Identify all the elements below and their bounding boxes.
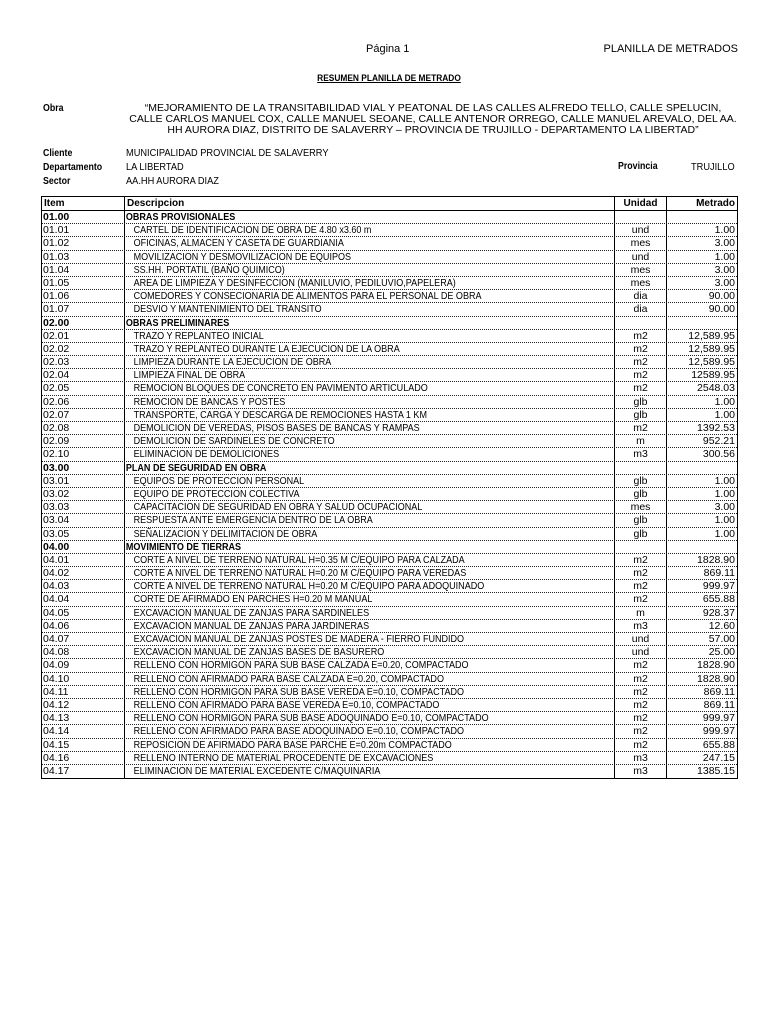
description-text: COMEDORES Y CONSECIONARIA DE ALIMENTOS PARA EL PERSONAL DE OBRA: [133, 290, 482, 303]
description-text: EXCAVACION MANUAL DE ZANJAS BASES DE BASURERO: [133, 646, 385, 659]
table-row: [42, 567, 737, 580]
cell-metrado: 12,589.95: [688, 342, 735, 355]
cell-unit: m2: [615, 712, 667, 724]
cell-metrado: 655.88: [702, 593, 735, 606]
cell-description: [125, 435, 615, 447]
cell-metrado: 90.00: [708, 303, 735, 316]
cell-item: 04.05: [42, 607, 125, 619]
cell-metrado: 1828.90: [697, 553, 735, 566]
cell-description: [125, 409, 615, 421]
cell-item: 02.07: [42, 409, 125, 421]
cell-metrado: 1.00: [714, 487, 735, 500]
cell-description: [125, 712, 615, 724]
obra-label: Obra: [43, 103, 64, 114]
cell-unit: mes: [615, 501, 667, 513]
table-row: [42, 752, 737, 765]
description-text: EXCAVACION MANUAL DE ZANJAS PARA SARDINELES: [133, 606, 370, 619]
cell-unit: und: [615, 224, 667, 236]
departamento-value: LA LIBERTAD: [126, 161, 184, 173]
departamento-label: Departamento: [43, 162, 103, 173]
cell-item: 02.04: [42, 369, 125, 381]
cell-item: 01.07: [42, 303, 125, 315]
description-text: EXCAVACION MANUAL DE ZANJAS PARA JARDINERAS: [133, 619, 370, 632]
cell-unit: und: [615, 646, 667, 658]
description-text: RELLENO CON HORMIGON PARA SUB BASE VEREDA E=0.10, COMPACTADO: [133, 685, 465, 698]
description-text: REPOSICION DE AFIRMADO PARA BASE PARCHE E=0.20m COMPACTADO: [133, 738, 452, 751]
summary-title: RESUMEN PLANILLA DE METRADO: [317, 73, 461, 84]
table-row: [42, 514, 737, 527]
description-text: RELLENO CON HORMIGON PARA SUB BASE ADOQUINADO E=0.10, COMPACTADO: [133, 712, 489, 725]
cell-metrado: 1.00: [714, 527, 735, 540]
description-text: PLAN DE SEGURIDAD EN OBRA: [125, 461, 267, 474]
cell-item: 04.14: [42, 725, 125, 737]
cell-description: [125, 317, 615, 329]
cell-unit: mes: [615, 264, 667, 276]
description-text: ELIMINACION DE DEMOLICIONES: [133, 448, 280, 461]
cell-unit: dia: [615, 303, 667, 315]
cell-unit: m2: [615, 593, 667, 605]
cell-description: [125, 646, 615, 658]
cell-item: 04.00: [42, 541, 125, 553]
cell-metrado: 869.11: [703, 567, 735, 580]
cell-unit: und: [615, 251, 667, 263]
description-text: TRANSPORTE, CARGA Y DESCARGA DE REMOCIONES HASTA 1 KM: [133, 408, 427, 421]
column-header-item: Item: [42, 197, 125, 210]
cell-item: 01.00: [42, 211, 125, 223]
cell-metrado: 1.00: [714, 474, 735, 487]
cell-description: [125, 422, 615, 434]
description-text: CORTE A NIVEL DE TERRENO NATURAL H=0.20 M C/EQUIPO PARA VEREDAS: [133, 567, 467, 580]
cell-metrado: 2548.03: [697, 382, 735, 395]
column-header-metrado: Metrado: [696, 198, 735, 209]
cell-unit: m3: [615, 448, 667, 460]
table-row: [42, 739, 737, 752]
cell-description: [125, 369, 615, 381]
cell-description: [125, 224, 615, 236]
table-row: [42, 673, 737, 686]
description-text: MOVIMIENTO DE TIERRAS: [125, 540, 242, 553]
description-text: RELLENO CON HORMIGON PARA SUB BASE CALZADA E=0.20, COMPACTADO: [133, 659, 469, 672]
description-text: DEMOLICION DE SARDINELES DE CONCRETO: [133, 435, 335, 448]
cell-item: 04.12: [42, 699, 125, 711]
cell-item: 03.04: [42, 514, 125, 526]
cliente-label: Cliente: [43, 148, 73, 159]
description-text: CORTE DE AFIRMADO EN PARCHES H=0.20 M MANUAL: [133, 593, 373, 606]
table-row: [42, 356, 737, 369]
cell-metrado: 57.00: [708, 633, 735, 645]
table-group-row: [42, 211, 737, 224]
cell-unit: glb: [615, 528, 667, 540]
cell-description: [125, 462, 615, 474]
description-text: LIMPIEZA FINAL DE OBRA: [133, 369, 246, 382]
table-row: [42, 554, 737, 567]
description-text: OBRAS PRELIMINARES: [125, 316, 230, 329]
cell-metrado: [667, 317, 737, 329]
description-text: RELLENO CON AFIRMADO PARA BASE CALZADA E=0.20, COMPACTADO: [133, 672, 444, 685]
cell-description: [125, 593, 615, 605]
cliente-value: MUNICIPALIDAD PROVINCIAL DE SALAVERRY: [126, 147, 329, 159]
table-row: [42, 343, 737, 356]
cell-unit: m2: [615, 659, 667, 671]
cell-description: [125, 488, 615, 500]
table-body: [42, 211, 737, 778]
sector-value: AA.HH AURORA DIAZ: [126, 175, 219, 187]
table-row: [42, 712, 737, 725]
description-text: REMOCION BLOQUES DE CONCRETO EN PAVIMENTO ARTICULADO: [133, 382, 428, 395]
cell-description: [125, 356, 615, 368]
cell-item: 04.13: [42, 712, 125, 724]
cell-unit: m2: [615, 725, 667, 737]
cell-unit: glb: [615, 475, 667, 487]
table-row: [42, 409, 737, 422]
description-text: RELLENO CON AFIRMADO PARA BASE VEREDA E=0.10, COMPACTADO: [133, 698, 440, 711]
cell-unit: dia: [615, 290, 667, 302]
cell-item: 01.04: [42, 264, 125, 276]
table-row: [42, 607, 737, 620]
cell-description: [125, 514, 615, 526]
cell-description: [125, 699, 615, 711]
cell-metrado: [667, 541, 737, 553]
table-row: [42, 448, 737, 461]
cell-metrado: 1.00: [714, 395, 735, 408]
cell-metrado: 1.00: [714, 408, 735, 421]
cell-description: [125, 501, 615, 513]
cell-unit: [615, 541, 667, 553]
table-row: [42, 488, 737, 501]
table-group-row: [42, 317, 737, 330]
cell-item: 04.09: [42, 659, 125, 671]
document-title: PLANILLA DE METRADOS: [603, 43, 738, 55]
cell-metrado: 247.15: [702, 751, 735, 764]
table-row: [42, 580, 737, 593]
cell-metrado: 869.11: [703, 685, 735, 698]
table-row: [42, 528, 737, 541]
cell-description: [125, 251, 615, 263]
cell-unit: [615, 317, 667, 329]
description-text: CORTE A NIVEL DE TERRENO NATURAL H=0.20 M C/EQUIPO PARA ADOQUINADO: [133, 580, 485, 593]
table-row: [42, 237, 737, 250]
cell-metrado: 90.00: [708, 290, 735, 303]
cell-item: 03.05: [42, 528, 125, 540]
cell-description: [125, 382, 615, 394]
table-row: [42, 330, 737, 343]
column-header-description: Descripcion: [125, 197, 615, 210]
cell-metrado: 12589.95: [691, 369, 735, 382]
table-row: [42, 633, 737, 646]
cell-unit: m2: [615, 699, 667, 711]
table-row: [42, 303, 737, 316]
cell-item: 04.03: [42, 580, 125, 592]
cell-unit: m2: [615, 580, 667, 592]
table-row: [42, 264, 737, 277]
cell-unit: und: [615, 633, 667, 645]
cell-metrado: 1.00: [714, 224, 735, 237]
cell-item: 04.01: [42, 554, 125, 566]
cell-item: 03.02: [42, 488, 125, 500]
cell-description: [125, 528, 615, 540]
cell-item: 04.17: [42, 765, 125, 778]
cell-unit: m2: [615, 343, 667, 355]
cell-metrado: 12,589.95: [688, 329, 735, 342]
table-group-row: [42, 541, 737, 554]
description-text: RELLENO INTERNO DE MATERIAL PROCEDENTE DE EXCAVACIONES: [133, 751, 434, 764]
cell-metrado: 1.00: [714, 250, 735, 263]
cell-item: 02.06: [42, 396, 125, 408]
table-row: [42, 224, 737, 237]
cell-unit: m2: [615, 554, 667, 566]
cell-description: [125, 277, 615, 289]
description-text: MOVILIZACION Y DESMOVILIZACION DE EQUIPOS: [133, 250, 352, 263]
cell-unit: glb: [615, 409, 667, 421]
cell-description: [125, 633, 615, 645]
description-text: CORTE A NIVEL DE TERRENO NATURAL H=0.35 M C/EQUIPO PARA CALZADA: [133, 553, 465, 566]
cell-item: 02.10: [42, 448, 125, 460]
description-text: EQUIPOS DE PROTECCION PERSONAL: [133, 474, 305, 487]
cell-unit: mes: [615, 277, 667, 289]
table-row: [42, 725, 737, 738]
cell-metrado: 1.00: [714, 514, 735, 527]
cell-description: [125, 554, 615, 566]
cell-metrado: 999.97: [702, 725, 735, 738]
table-row: [42, 396, 737, 409]
table-row: [42, 765, 737, 778]
cell-unit: m2: [615, 356, 667, 368]
table-row: [42, 290, 737, 303]
cell-item: 03.00: [42, 462, 125, 474]
description-text: SS.HH. PORTATIL (BAÑO QUIMICO): [133, 263, 285, 276]
cell-item: 02.09: [42, 435, 125, 447]
table-row: [42, 620, 737, 633]
cell-description: [125, 264, 615, 276]
cell-description: [125, 673, 615, 685]
description-text: OFICINAS, ALMACEN Y CASETA DE GUARDIANIA: [133, 237, 344, 250]
cell-unit: m: [615, 607, 667, 619]
cell-description: [125, 752, 615, 764]
cell-item: 03.01: [42, 475, 125, 487]
description-text: DEMOLICION DE VEREDAS, PISOS BASES DE BANCAS Y RAMPAS: [133, 422, 420, 434]
cell-item: 04.07: [42, 633, 125, 645]
table-header: [42, 197, 737, 211]
table-row: [42, 369, 737, 382]
cell-unit: m3: [615, 765, 667, 778]
description-text: ELIMINACION DE MATERIAL EXCEDENTE C/MAQUINARIA: [133, 764, 381, 777]
cell-unit: m2: [615, 567, 667, 579]
cell-unit: glb: [615, 488, 667, 500]
cell-metrado: 300.56: [702, 448, 735, 461]
cell-item: 04.15: [42, 739, 125, 751]
table-row: [42, 699, 737, 712]
description-text: EXCAVACION MANUAL DE ZANJAS POSTES DE MADERA - FIERRO FUNDIDO: [133, 633, 465, 645]
cell-metrado: 3.00: [714, 237, 735, 250]
cell-metrado: 999.97: [702, 712, 735, 725]
column-header-unit: Unidad: [615, 197, 667, 210]
cell-description: [125, 541, 615, 553]
description-text: RELLENO CON AFIRMADO PARA BASE ADOQUINADO E=0.10, COMPACTADO: [133, 725, 465, 738]
cell-description: [125, 567, 615, 579]
description-text: REMOCION DE BANCAS Y POSTES: [133, 395, 286, 408]
cell-item: 02.05: [42, 382, 125, 394]
cell-item: 02.02: [42, 343, 125, 355]
description-text: OBRAS PROVISIONALES: [125, 211, 236, 223]
cell-metrado: 869.11: [703, 698, 735, 711]
cell-item: 04.08: [42, 646, 125, 658]
cell-metrado: 12,589.95: [688, 356, 735, 369]
cell-description: [125, 686, 615, 698]
cell-metrado: 1385.15: [697, 764, 735, 777]
cell-unit: glb: [615, 396, 667, 408]
description-text: LIMPIEZA DURANTE LA EJECUCION DE OBRA: [133, 356, 332, 369]
description-text: CAPACITACION DE SEGURIDAD EN OBRA Y SALUD OCUPACIONAL: [133, 501, 423, 514]
cell-metrado: [667, 211, 737, 223]
cell-metrado: 1828.90: [697, 672, 735, 685]
cell-unit: m3: [615, 752, 667, 764]
cell-metrado: 1392.53: [697, 422, 735, 434]
cell-item: 02.01: [42, 330, 125, 342]
cell-item: 02.08: [42, 422, 125, 434]
description-text: CARTEL DE IDENTIFICACION DE OBRA DE 4.80 x3.60 m: [133, 224, 372, 237]
cell-description: [125, 725, 615, 737]
cell-description: [125, 620, 615, 632]
cell-unit: m2: [615, 686, 667, 698]
cell-description: [125, 330, 615, 342]
table-row: [42, 686, 737, 699]
description-text: TRAZO Y REPLANTEO INICIAL: [133, 329, 264, 342]
table-row: [42, 382, 737, 395]
cell-item: 04.10: [42, 673, 125, 685]
table-row: [42, 277, 737, 290]
description-text: SEÑALIZACION Y DELIMITACION DE OBRA: [133, 527, 318, 540]
cell-metrado: 655.88: [702, 738, 735, 751]
cell-description: [125, 237, 615, 249]
cell-description: [125, 607, 615, 619]
cell-item: 04.02: [42, 567, 125, 579]
cell-unit: m2: [615, 739, 667, 751]
cell-unit: m2: [615, 382, 667, 394]
cell-unit: m3: [615, 620, 667, 632]
provincia-label: Provincia: [618, 161, 658, 172]
table-row: [42, 646, 737, 659]
cell-metrado: 999.97: [702, 580, 735, 593]
description-text: AREA DE LIMPIEZA Y DESINFECCION (MANILUVIO, PEDILUVIO,PAPELERA): [133, 276, 456, 289]
cell-item: 01.02: [42, 237, 125, 249]
table-row: [42, 435, 737, 448]
cell-item: 03.03: [42, 501, 125, 513]
cell-description: [125, 739, 615, 751]
cell-item: 04.11: [42, 686, 125, 698]
description-text: RESPUESTA ANTE EMERGENCIA DENTRO DE LA OBRA: [133, 514, 373, 527]
obra-description: “MEJORAMIENTO DE LA TRANSITABILIDAD VIAL Y PEATONAL DE LAS CALLES ALFREDO TELLO, CALLE SPELUCIN, CALLE CARLOS MANUEL COX, CALLE MANUEL SEOANE, CALLE ANTENOR ORREGO, CALLE MANUEL AREVALO, DEL AA. HH AURORA DIAZ, DISTRITO DE SALAVERRY – PROVINCIA DE TRUJILLO - DEPARTAMENTO LA LIBERTAD”: [129, 102, 737, 136]
cell-unit: m2: [615, 369, 667, 381]
page-header: [0, 43, 768, 59]
cell-unit: m2: [615, 422, 667, 434]
page-number: Página 1: [366, 43, 410, 55]
cell-description: [125, 211, 615, 223]
cell-item: 01.03: [42, 251, 125, 263]
description-text: EQUIPO DE PROTECCION COLECTIVA: [133, 487, 300, 500]
cell-item: 01.06: [42, 290, 125, 302]
cell-unit: [615, 211, 667, 223]
cell-item: 02.03: [42, 356, 125, 368]
cell-description: [125, 448, 615, 460]
table-row: [42, 659, 737, 672]
cell-unit: mes: [615, 237, 667, 249]
cell-unit: m2: [615, 673, 667, 685]
cell-metrado: 25.00: [708, 646, 735, 659]
table-row: [42, 593, 737, 606]
cell-metrado: 3.00: [714, 263, 735, 276]
description-text: DESVIO Y MANTENIMIENTO DEL TRANSITO: [133, 303, 322, 316]
sector-label: Sector: [43, 176, 71, 187]
cell-description: [125, 396, 615, 408]
cell-metrado: 928.37: [702, 606, 735, 619]
cell-metrado: 12.60: [708, 619, 735, 632]
cell-description: [125, 659, 615, 671]
metrado-table: [41, 196, 738, 779]
provincia-value: TRUJILLO: [691, 161, 735, 173]
cell-unit: m: [615, 435, 667, 447]
cell-description: [125, 290, 615, 302]
cell-unit: glb: [615, 514, 667, 526]
cell-description: [125, 475, 615, 487]
table-row: [42, 475, 737, 488]
cell-unit: m2: [615, 330, 667, 342]
cell-metrado: [667, 462, 737, 474]
cell-item: 01.05: [42, 277, 125, 289]
table-row: [42, 251, 737, 264]
table-group-row: [42, 462, 737, 475]
cell-metrado: 3.00: [714, 276, 735, 289]
cell-unit: [615, 462, 667, 474]
cell-description: [125, 765, 615, 778]
cell-description: [125, 580, 615, 592]
cell-item: 01.01: [42, 224, 125, 236]
cell-metrado: 952.21: [702, 435, 735, 448]
cell-item: 04.06: [42, 620, 125, 632]
cell-item: 04.04: [42, 593, 125, 605]
table-row: [42, 501, 737, 514]
table-row: [42, 422, 737, 435]
cell-item: 02.00: [42, 317, 125, 329]
cell-description: [125, 343, 615, 355]
cell-description: [125, 303, 615, 315]
cell-metrado: 3.00: [714, 501, 735, 514]
cell-item: 04.16: [42, 752, 125, 764]
description-text: TRAZO Y REPLANTEO DURANTE LA EJECUCION DE LA OBRA: [133, 342, 400, 355]
cell-metrado: 1828.90: [697, 659, 735, 672]
